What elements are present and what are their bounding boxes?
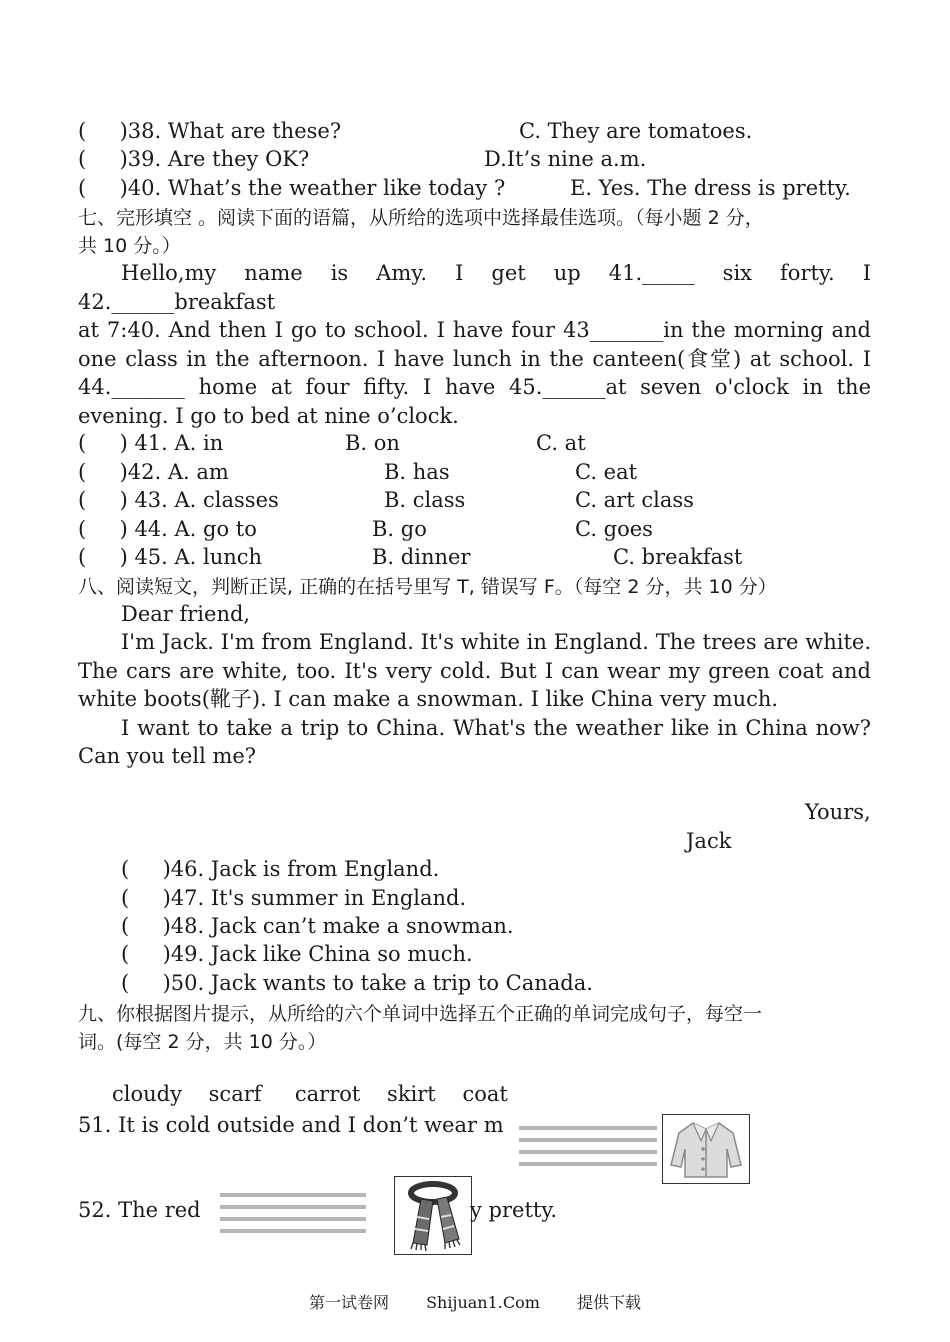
option-c: C. art class: [575, 488, 694, 512]
section8-heading: 八、阅读短文，判断正误, 正确的在括号里写 T, 错误写 F。（每空 2 分，共 10 分）: [78, 576, 777, 598]
option-c: C. They are tomatoes.: [519, 119, 753, 143]
q39-text: ( )39. Are they OK?: [78, 147, 310, 171]
statement-item: ( )49. Jack like China so much.: [121, 942, 473, 966]
letter-body: [78, 628, 871, 771]
option-q: ( ) 41. A. in: [78, 431, 224, 455]
q40-text: ( )40. What’s the weather like today ?: [78, 176, 506, 200]
q38-text: ( )38. What are these?: [78, 119, 342, 143]
section9-heading-cont: 词。(每空 2 分，共 10 分。）: [78, 1031, 327, 1053]
coat-image: [662, 1114, 750, 1184]
option-c: C. breakfast: [613, 545, 743, 569]
letter-closing: Yours,: [805, 800, 871, 824]
section7-heading: 七、完形填空 。阅读下面的语篇，从所给的选项中选择最佳选项。（每小题 2 分，: [78, 207, 764, 229]
option-b: B. go: [372, 517, 427, 541]
option-b: B. has: [384, 460, 450, 484]
coat-icon: [663, 1115, 749, 1183]
option-c: C. goes: [575, 517, 653, 541]
sentence-52-end: y pretty.: [470, 1198, 558, 1222]
statement-item: ( )46. Jack is from England.: [121, 857, 440, 881]
option-b: B. on: [345, 431, 400, 455]
letter-paragraph-2: I want to take a trip to China. What's the weather like in China now? Can you tell me?: [78, 715, 871, 768]
cloze-line-2: 42.______breakfast: [78, 289, 276, 314]
option-c: C. eat: [575, 460, 638, 484]
option-b: B. class: [384, 488, 466, 512]
statement-item: ( )48. Jack can’t make a snowman.: [121, 914, 514, 938]
answer-blank-51: [519, 1126, 657, 1174]
footer-site-url: Shijuan1.Com: [426, 1293, 540, 1312]
option-b: B. dinner: [372, 545, 471, 569]
section9-heading: 九、你根据图片提示，从所给的六个单词中选择五个正确的单词完成句子，每空一: [78, 1003, 763, 1025]
sentence-51: 51. It is cold outside and I don’t wear m: [78, 1113, 504, 1137]
option-q: ( ) 44. A. go to: [78, 517, 257, 541]
option-q: ( )42. A. am: [78, 460, 229, 484]
footer-site-name: 第一试卷网: [308, 1293, 389, 1312]
statement-item: ( )50. Jack wants to take a trip to Canada.: [121, 971, 593, 995]
option-d: D.It’s nine a.m.: [484, 147, 647, 171]
cloze-body: at 7:40. And then I go to school. I have four 43_______in the morning and one class in the afternoon. I have lunch in the canteen(食堂) at school. I 44._______ home at four fifty. I have 45.______at seven o'clock in the evening. I go to bed at nine o’clock.: [78, 318, 871, 428]
section7-heading-cont: 共 10 分。）: [78, 235, 181, 257]
sentence-52-start: 52. The red: [78, 1198, 201, 1222]
letter-signature: Jack: [686, 829, 732, 853]
answer-blank-52: [220, 1193, 366, 1241]
footer-download-note: 提供下载: [577, 1293, 642, 1312]
option-c: C. at: [536, 431, 586, 455]
cloze-passage: [78, 259, 871, 430]
option-e: E. Yes. The dress is pretty.: [570, 176, 851, 200]
word-bank: cloudy scarf carrot skirt coat: [112, 1082, 508, 1106]
option-q: ( ) 45. A. lunch: [78, 545, 263, 569]
page-footer: [0, 1290, 950, 1313]
scarf-icon: [395, 1177, 471, 1254]
scarf-image: [394, 1176, 472, 1255]
statement-item: ( )47. It's summer in England.: [121, 886, 467, 910]
cloze-line-1: Hello,my name is Amy. I get up 41._____ six forty. I: [121, 261, 871, 285]
letter-paragraph-1: I'm Jack. I'm from England. It's white in England. The trees are white. The cars are white, too. It's very cold. But I can wear my green coat and white boots(靴子). I can make a snowman. I like China very much.: [78, 630, 871, 711]
option-q: ( ) 43. A. classes: [78, 488, 279, 512]
letter-salutation: Dear friend,: [121, 602, 251, 626]
